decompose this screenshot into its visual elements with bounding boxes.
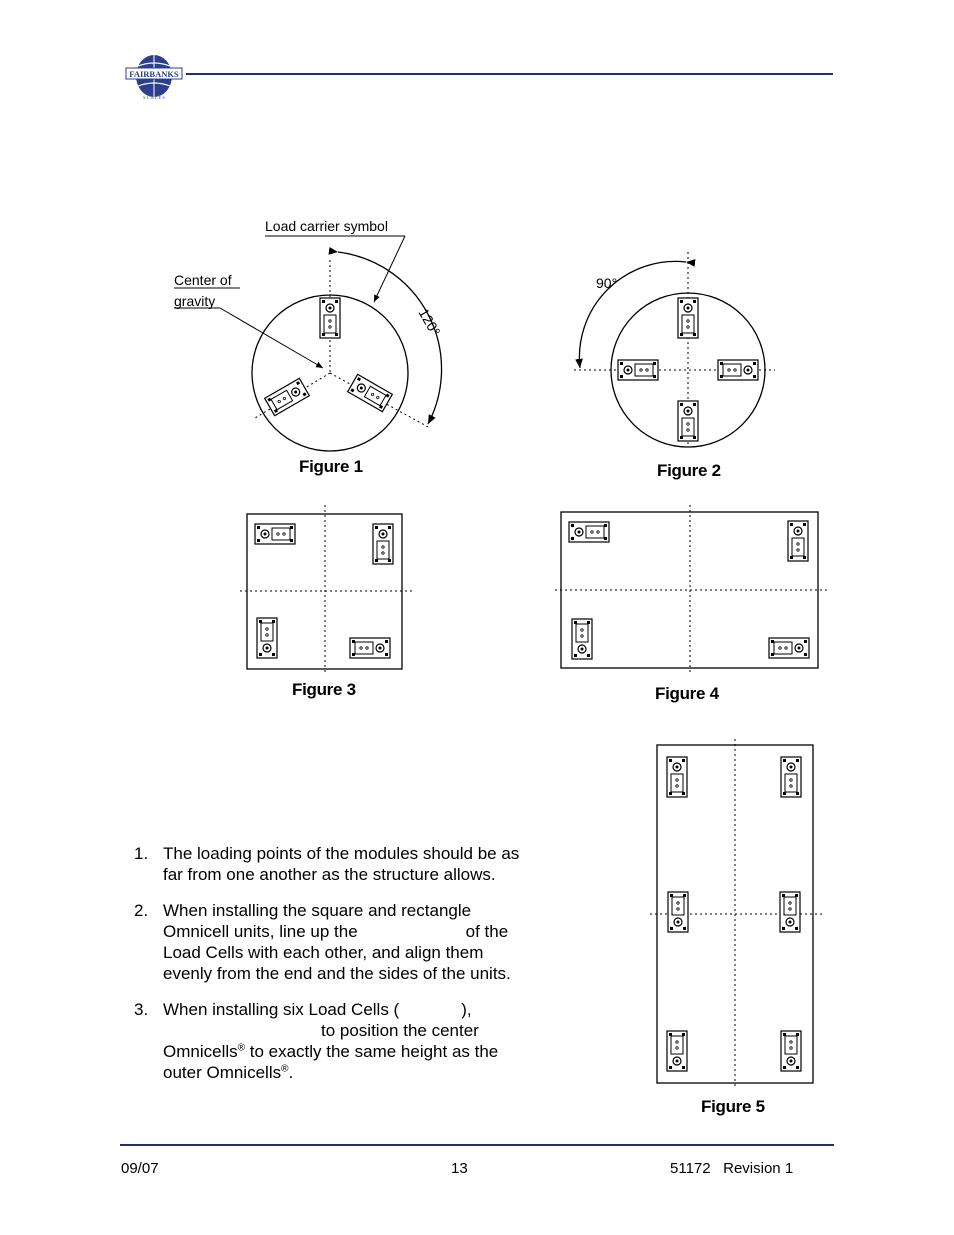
figure-4-label: Figure 4 xyxy=(655,684,719,703)
header-rule xyxy=(186,73,833,75)
step-3-line3a: Omnicells xyxy=(163,1042,238,1061)
step-2-line3: Load Cells with each other, and align them xyxy=(163,943,484,962)
revision: Revision 1 xyxy=(723,1160,794,1177)
footer-doc-info xyxy=(670,1160,793,1177)
installation-steps xyxy=(134,843,574,1098)
step-number: 1. xyxy=(134,844,149,863)
figure-4-diagram xyxy=(555,503,827,678)
page-number: 13 xyxy=(451,1160,468,1177)
footer-rule xyxy=(120,1144,834,1146)
figure-5-label: Figure 5 xyxy=(701,1097,765,1116)
figure-3-diagram xyxy=(240,503,415,673)
registered-mark: ® xyxy=(281,1063,289,1075)
center-of-gravity-label-line2: gravity xyxy=(174,293,216,309)
angle-90-label: 90° xyxy=(596,275,618,291)
step-3-line4b: . xyxy=(288,1063,294,1082)
figure-1-diagram xyxy=(160,210,460,480)
list-item xyxy=(134,900,574,984)
step-3-line2: to position the center xyxy=(321,1021,479,1040)
step-3-line4a: outer Omnicells xyxy=(163,1063,282,1082)
step-number: 2. xyxy=(134,901,149,920)
step-1-line2: far from one another as the structure allows. xyxy=(163,865,496,884)
step-2-line1: When installing the square and rectangle xyxy=(163,901,472,920)
list-item xyxy=(134,999,574,1083)
registered-mark: ® xyxy=(237,1042,245,1054)
step-2-line4: evenly from the end and the sides of the units. xyxy=(163,964,511,983)
step-3-line1b: ), xyxy=(461,1000,472,1019)
angle-120-label: 120° xyxy=(415,305,444,339)
list-item xyxy=(134,843,574,885)
footer-date: 09/07 xyxy=(121,1160,159,1177)
figure-2-diagram xyxy=(560,240,790,455)
load-carrier-label: Load carrier symbol xyxy=(265,218,388,234)
step-1-line1: The loading points of the modules should be as xyxy=(163,844,520,863)
figure-1-label: Figure 1 xyxy=(299,457,363,476)
step-2-line2a: Omnicell units, line up the xyxy=(163,922,358,941)
logo-subtext: S C A L E S xyxy=(143,95,165,100)
figure-5-diagram xyxy=(645,737,825,1092)
doc-number: 51172 xyxy=(670,1160,711,1177)
step-2-line2b: of the xyxy=(465,922,509,941)
figure-3-label: Figure 3 xyxy=(292,680,356,699)
step-number: 3. xyxy=(134,1000,149,1019)
figure-2-label: Figure 2 xyxy=(657,461,721,480)
fairbanks-logo xyxy=(124,54,184,100)
step-3-line1a: When installing six Load Cells ( xyxy=(163,1000,400,1019)
logo-text: FAIRBANKS xyxy=(129,69,179,79)
step-3-line3b: to exactly the same height as the xyxy=(245,1042,499,1061)
center-of-gravity-label-line1: Center of xyxy=(174,272,232,288)
